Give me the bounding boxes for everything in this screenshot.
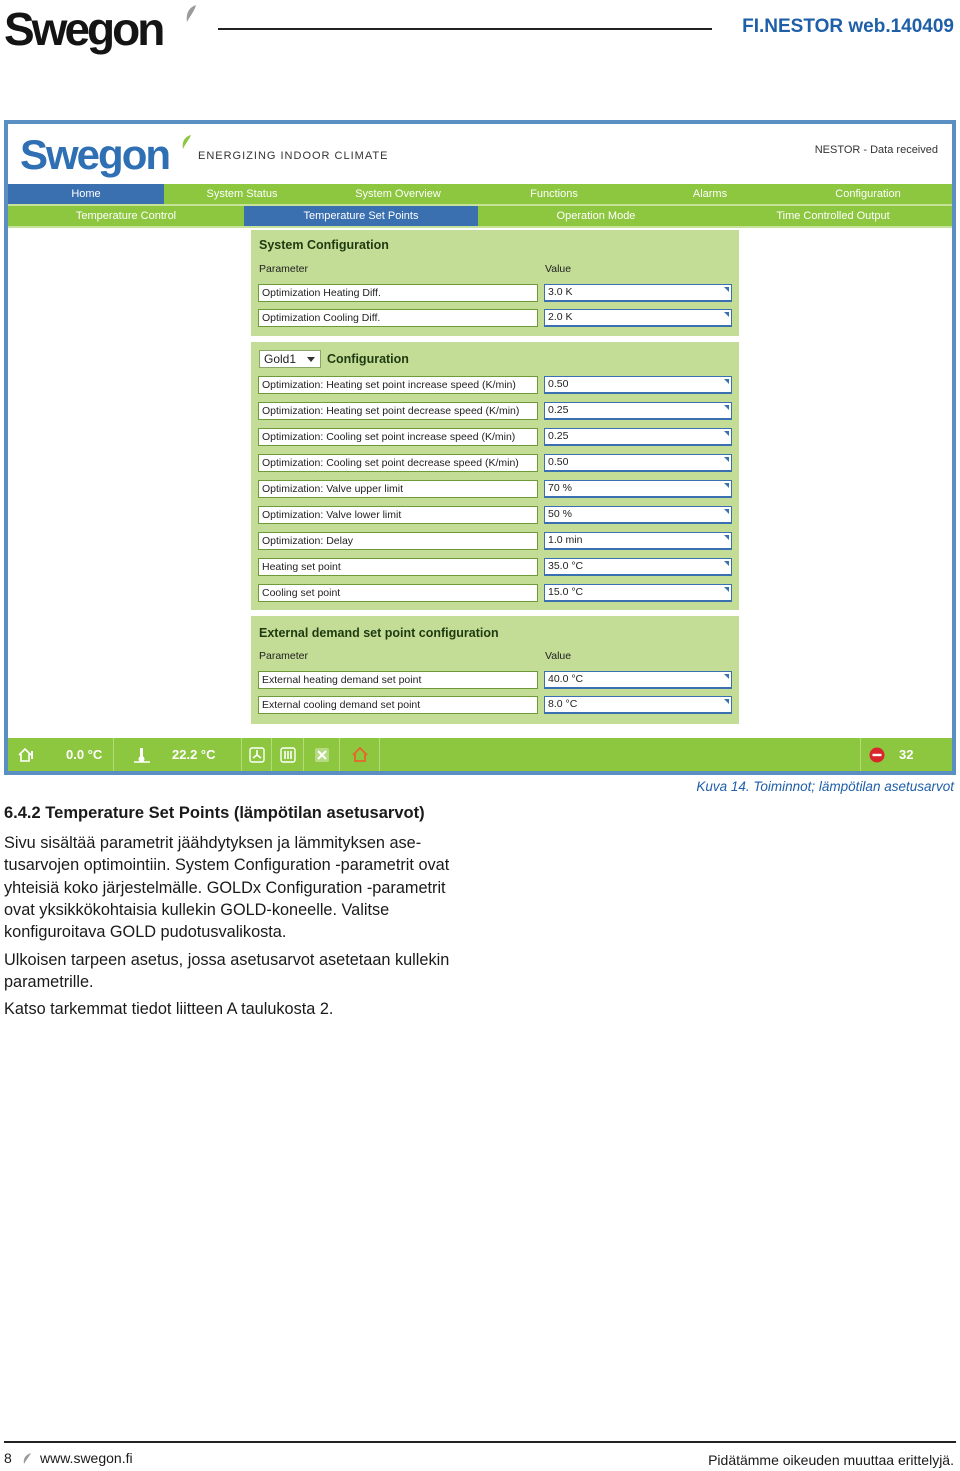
value-field[interactable] bbox=[544, 558, 732, 576]
house-thermometer-icon bbox=[18, 747, 34, 763]
value-text: 40.0 °C bbox=[548, 673, 584, 685]
content-area bbox=[8, 228, 952, 738]
parameter-row bbox=[258, 558, 732, 576]
edit-corner-icon bbox=[724, 699, 729, 704]
edit-corner-icon bbox=[724, 431, 729, 436]
parameter-name: Optimization: Valve upper limit bbox=[258, 480, 538, 498]
parameter-row bbox=[258, 671, 732, 689]
close-icon bbox=[314, 747, 330, 763]
column-header-value: Value bbox=[545, 650, 572, 662]
parameter-name: Optimization: Valve lower limit bbox=[258, 506, 538, 524]
value-text: 0.50 bbox=[548, 378, 569, 390]
selected-unit: Gold1 bbox=[264, 352, 297, 366]
edit-corner-icon bbox=[724, 405, 729, 410]
parameter-row bbox=[258, 454, 732, 472]
parameter-row bbox=[258, 696, 732, 714]
home-icon bbox=[352, 747, 368, 763]
value-text: 35.0 °C bbox=[548, 560, 584, 572]
paragraph: Ulkoisen tarpeen asetus, jossa asetusarvot asetetaan kullekin parametrille. bbox=[4, 951, 450, 992]
page-number: 8 bbox=[4, 1450, 12, 1466]
external-demand-panel bbox=[251, 616, 739, 724]
subtab-temperature-control[interactable]: Temperature Control bbox=[75, 210, 177, 222]
column-header-parameter: Parameter bbox=[259, 263, 309, 275]
heater-icon bbox=[280, 747, 296, 763]
header-rule bbox=[218, 28, 712, 30]
parameter-row bbox=[258, 402, 732, 420]
subtab-temperature-set-points[interactable]: Temperature Set Points bbox=[244, 206, 478, 226]
value-field[interactable] bbox=[544, 428, 732, 446]
outdoor-temp-value: 22.2 °C bbox=[172, 747, 216, 762]
value-text: 8.0 °C bbox=[548, 698, 578, 710]
column-header-parameter: Parameter bbox=[259, 650, 309, 662]
outdoor-thermometer-icon bbox=[134, 747, 150, 763]
edit-corner-icon bbox=[724, 587, 729, 592]
parameter-name: Optimization Cooling Diff. bbox=[258, 309, 538, 327]
app-logo-wordmark: Swegon bbox=[20, 131, 170, 178]
value-field[interactable] bbox=[544, 480, 732, 498]
indoor-temp-value: 0.0 °C bbox=[66, 747, 103, 762]
subtab-operation-mode[interactable]: Operation Mode bbox=[556, 210, 636, 222]
gold-unit-dropdown[interactable] bbox=[259, 350, 321, 368]
website-link[interactable]: www.swegon.fi bbox=[40, 1450, 133, 1466]
panel-title: Configuration bbox=[327, 352, 409, 366]
value-field[interactable] bbox=[544, 671, 732, 689]
value-text: 0.25 bbox=[548, 404, 569, 416]
rights-notice: Pidätämme oikeuden muuttaa erittelyjä. bbox=[708, 1452, 954, 1468]
section-title: 6.4.2 Temperature Set Points (lämpötilan asetusarvot) bbox=[4, 804, 425, 822]
edit-corner-icon bbox=[724, 379, 729, 384]
parameter-name: Optimization: Heating set point decrease speed (K/min) bbox=[258, 402, 538, 420]
value-text: 3.0 K bbox=[548, 286, 573, 298]
parameter-name: External cooling demand set point bbox=[258, 696, 538, 714]
cancel-button[interactable] bbox=[304, 738, 340, 771]
value-field[interactable] bbox=[544, 506, 732, 524]
value-text: 15.0 °C bbox=[548, 586, 584, 598]
swegon-logo bbox=[4, 2, 204, 56]
parameter-name: Optimization: Cooling set point increase speed (K/min) bbox=[258, 428, 538, 446]
edit-corner-icon bbox=[724, 561, 729, 566]
footer-leaf-icon bbox=[22, 1452, 32, 1465]
value-text: 70 % bbox=[548, 482, 572, 494]
value-field[interactable] bbox=[544, 454, 732, 472]
parameter-name: Optimization: Delay bbox=[258, 532, 538, 550]
app-header bbox=[8, 124, 952, 184]
parameter-row bbox=[258, 428, 732, 446]
app-window bbox=[8, 124, 952, 771]
parameter-name: Heating set point bbox=[258, 558, 538, 576]
paragraph: Katso tarkemmat tiedot liitteen A taulukosta 2. bbox=[4, 1000, 334, 1018]
subtab-time-controlled-output[interactable]: Time Controlled Output bbox=[776, 210, 890, 222]
system-configuration-panel bbox=[251, 230, 739, 336]
parameter-row bbox=[258, 309, 732, 327]
tab-system-overview[interactable]: System Overview bbox=[355, 188, 441, 200]
parameter-row bbox=[258, 284, 732, 302]
app-leaf-icon bbox=[180, 134, 192, 150]
fan-button[interactable] bbox=[242, 738, 272, 771]
status-bar bbox=[8, 738, 952, 771]
leaf-icon bbox=[184, 4, 198, 24]
parameter-name: Cooling set point bbox=[258, 584, 538, 602]
alarm-stop-icon bbox=[869, 747, 885, 763]
tab-alarms[interactable]: Alarms bbox=[692, 188, 728, 200]
value-field[interactable] bbox=[544, 309, 732, 327]
edit-corner-icon bbox=[724, 457, 729, 462]
indoor-temperature[interactable] bbox=[8, 738, 114, 771]
edit-corner-icon bbox=[724, 674, 729, 679]
edit-corner-icon bbox=[724, 483, 729, 488]
home-button[interactable] bbox=[340, 738, 380, 771]
nestor-web-screenshot bbox=[4, 120, 956, 775]
value-text: 50 % bbox=[548, 508, 572, 520]
main-nav bbox=[8, 184, 952, 204]
alarm-indicator[interactable] bbox=[860, 738, 952, 771]
alarm-count: 32 bbox=[899, 747, 914, 762]
document-code: FI.NESTOR web.140409 bbox=[742, 16, 954, 37]
app-logo bbox=[20, 130, 169, 180]
chevron-down-icon bbox=[307, 357, 315, 362]
edit-corner-icon bbox=[724, 509, 729, 514]
value-text: 0.25 bbox=[548, 430, 569, 442]
panel-title: System Configuration bbox=[259, 238, 389, 252]
parameter-name: Optimization Heating Diff. bbox=[258, 284, 538, 302]
value-field[interactable] bbox=[544, 696, 732, 714]
parameter-name: Optimization: Cooling set point decrease speed (K/min) bbox=[258, 454, 538, 472]
edit-corner-icon bbox=[724, 287, 729, 292]
edit-corner-icon bbox=[724, 312, 729, 317]
column-header-value: Value bbox=[545, 263, 572, 275]
connection-status: NESTOR - Data received bbox=[814, 144, 938, 156]
heating-button[interactable] bbox=[272, 738, 304, 771]
tab-home[interactable]: Home bbox=[8, 184, 164, 204]
figure-caption: Kuva 14. Toiminnot; lämpötilan asetusarvot bbox=[696, 779, 954, 794]
value-field[interactable] bbox=[544, 376, 732, 394]
value-field[interactable] bbox=[544, 284, 732, 302]
value-text: 2.0 K bbox=[548, 311, 573, 323]
value-field[interactable] bbox=[544, 402, 732, 420]
app-tagline: ENERGIZING INDOOR CLIMATE bbox=[198, 150, 389, 162]
logo-wordmark: Swegon bbox=[4, 3, 163, 55]
tab-functions[interactable]: Functions bbox=[530, 188, 578, 200]
footer-rule bbox=[4, 1441, 956, 1443]
fan-icon bbox=[249, 747, 265, 763]
value-text: 0.50 bbox=[548, 456, 569, 468]
value-text: 1.0 min bbox=[548, 534, 583, 546]
parameter-name: Optimization: Heating set point increase speed (K/min) bbox=[258, 376, 538, 394]
value-field[interactable] bbox=[544, 532, 732, 550]
tab-configuration[interactable]: Configuration bbox=[835, 188, 901, 200]
tab-system-status[interactable]: System Status bbox=[206, 188, 278, 200]
parameter-row bbox=[258, 584, 732, 602]
parameter-row bbox=[258, 480, 732, 498]
paragraph: Sivu sisältää parametrit jäähdytyksen ja lämmityksen ase-tusarvojen optimointiin. System Configuration -parametrit ovat yhteisiä koko järjestelmälle. GOLDx Configuration -parametrit ovat yksikkökohtaisia kullekin GOLD-koneelle. Valitse konfiguroitava GOLD pudotusvalikosta. bbox=[4, 834, 450, 942]
parameter-name: External heating demand set point bbox=[258, 671, 538, 689]
edit-corner-icon bbox=[724, 535, 729, 540]
panel-title: External demand set point configuration bbox=[259, 626, 499, 640]
outdoor-temperature[interactable] bbox=[114, 738, 242, 771]
value-field[interactable] bbox=[544, 584, 732, 602]
parameter-row bbox=[258, 506, 732, 524]
parameter-row bbox=[258, 532, 732, 550]
gold-configuration-panel bbox=[251, 342, 739, 610]
parameter-row bbox=[258, 376, 732, 394]
sub-nav bbox=[8, 206, 952, 226]
